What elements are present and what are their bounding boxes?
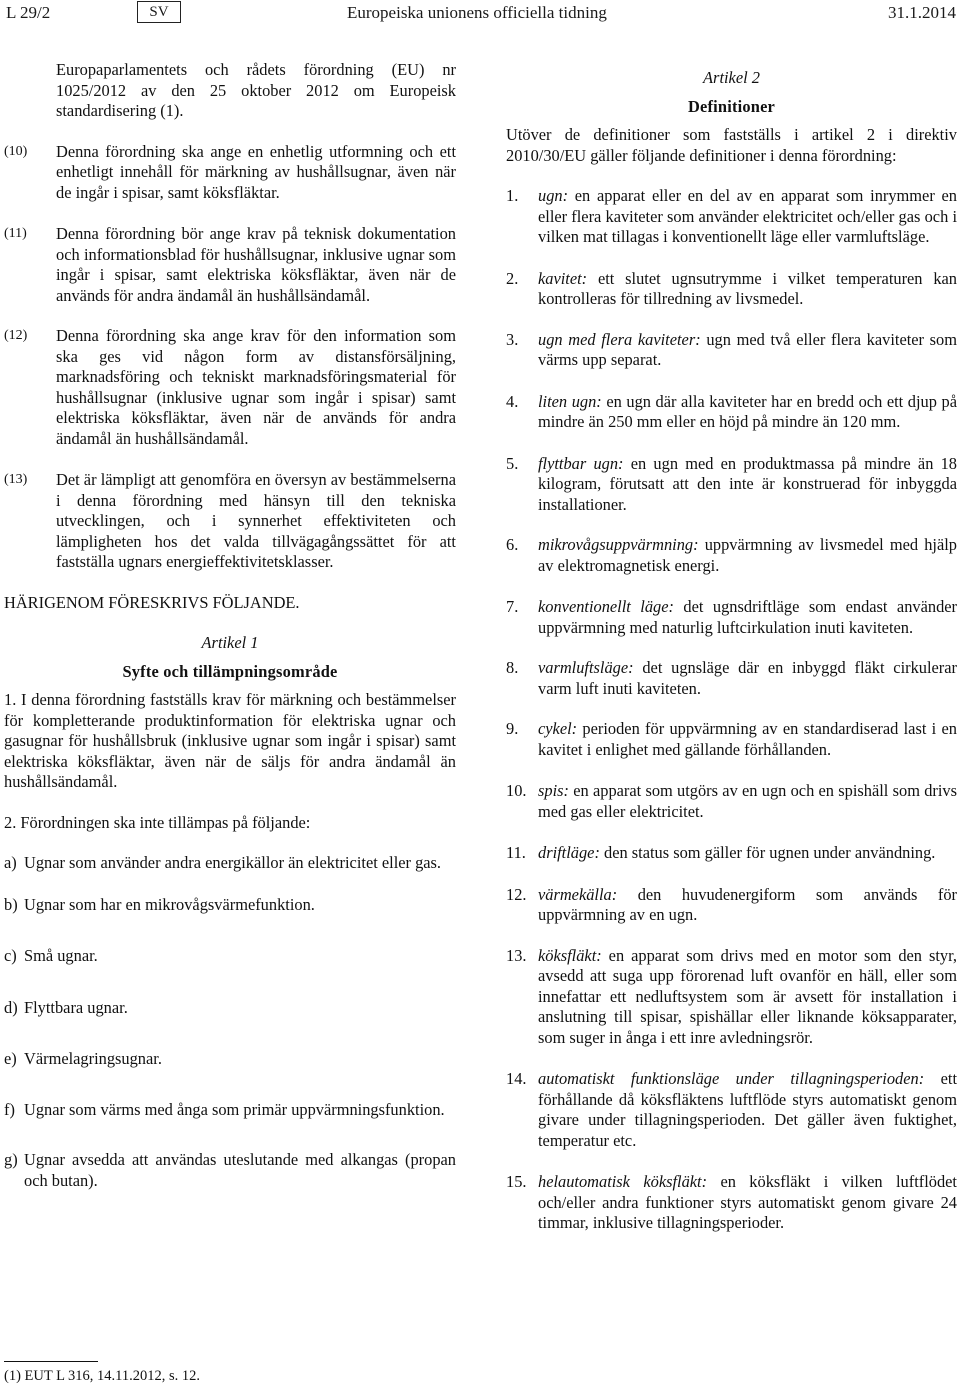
list-text: Värmelagringsugnar. xyxy=(24,1049,162,1068)
right-column xyxy=(506,60,957,1234)
definition-text: en ugn där alla kaviteter har en bredd och ett djup på mindre än 250 mm eller en höjd på mindre än 120 mm. xyxy=(538,391,957,431)
definition-item xyxy=(506,946,957,1049)
definition-text: den huvudenergiform som används för uppvärmning av en ugn. xyxy=(538,884,957,924)
list-text: Flyttbara ugnar. xyxy=(24,997,128,1017)
list-text: Ugnar som har en mikrovågsvärmefunktion. xyxy=(24,894,315,914)
recital-10 xyxy=(4,142,456,204)
recital-continuation: Europaparlamentets och rådets förordning (EU) nr 1025/2012 av den 25 oktober 2012 om Europeisk standardisering (1). xyxy=(56,60,456,120)
recital-11 xyxy=(4,224,456,306)
enacting-formula: HÄRIGENOM FÖRESKRIVS FÖLJANDE. xyxy=(4,592,300,612)
left-column xyxy=(4,60,456,1191)
journal-title: Europeiska unionens officiella tidning xyxy=(347,3,607,22)
recital-text: Det är lämpligt att genomföra en översyn av bestämmelserna i denna förordning med hänsyn till den tekniska utvecklingen, och i synnerhet effektiviteten och lämpligheten hos det valda tillvägagångssättet för att fastställa ugnars energieffektivitetsklasser. xyxy=(56,470,456,571)
definition-number: 2. xyxy=(506,268,519,288)
definition-item xyxy=(506,597,957,638)
recital-number: (12) xyxy=(4,328,28,343)
definition-term: mikrovågsuppvärmning: xyxy=(538,535,699,554)
exclusion-c xyxy=(4,946,456,967)
recital-number: (10) xyxy=(4,143,28,159)
definition-text: det ugnsläge där en inbyggd fläkt cirkulerar varm luft inuti kaviteten. xyxy=(538,658,957,698)
definition-text: en ugn med en produktmassa på mindre än 18 kilogram, förutsatt att den inte är konstruerad för inbyggda installationer. xyxy=(538,453,957,514)
definition-item xyxy=(506,1069,957,1151)
definition-text: perioden för uppvärmning av en standardiserad last i en kavitet i enlighet med gällande förhållanden. xyxy=(538,719,957,759)
recital-number: (13) xyxy=(4,472,28,487)
definition-term: köksfläkt: xyxy=(538,945,602,965)
exclusion-f xyxy=(4,1100,456,1121)
definition-term: ugn med flera kaviteter: xyxy=(538,329,701,349)
definition-item xyxy=(506,392,957,433)
definition-list xyxy=(506,186,957,1234)
definition-term: ugn: xyxy=(538,186,569,205)
definition-text: uppvärmning av livsmedel med hjälp av elektromagnetisk energi. xyxy=(538,535,957,575)
definition-item xyxy=(506,781,957,822)
definition-item xyxy=(506,843,957,864)
recital-text: Denna förordning ska ange en enhetlig utformning och ett enhetligt innehåll för märkning av hushållsugnar, även när de ingår i spisar, samt köksfläktar. xyxy=(56,141,456,202)
definition-number: 4. xyxy=(506,391,519,411)
article-1-paragraph-1: 1. I denna förordning fastställs krav för märkning och bestämmelser för kompletterande produktinformation för elektriska ugnar och gasugnar för hushållsbruk (inklusive ugnar som ingår i spisar) samt elektriska köksfläktar, även när de säljs för andra ändamål än hushållsändamål. xyxy=(4,690,456,791)
definition-number: 11. xyxy=(506,843,526,862)
definition-number: 7. xyxy=(506,597,519,616)
definition-text: en apparat eller en del av en apparat som inrymmer en eller flera kaviteter som använder elektricitet och/eller gas och i vilken mat tillagas i konventionellt läge eller varmluftsläge. xyxy=(538,186,957,246)
definition-item xyxy=(506,1172,957,1234)
definition-item xyxy=(506,454,957,516)
recital-text: Denna förordning ska ange krav för den information som ska ges vid någon form av distansförsäljning, marknadsföring och tekniskt marknadsföringsmaterial för hushållsugnar (inklusive ugnar som ingår i spisar) samt elektriska köksfläktar, även när de används för andra ändamål än hushållsändamål. xyxy=(56,326,456,448)
recital-number: (11) xyxy=(4,226,27,241)
definition-number: 5. xyxy=(506,453,519,473)
footnote: (1) EUT L 316, 14.11.2012, s. 12. xyxy=(4,1368,201,1384)
exclusion-d xyxy=(4,998,456,1019)
list-label: g) xyxy=(4,1150,18,1169)
definition-number: 8. xyxy=(506,658,519,677)
definition-item xyxy=(506,719,957,760)
article-1-paragraph-2: 2. Förordningen ska inte tillämpas på följande: xyxy=(4,812,311,832)
definition-text: en apparat som drivs med en motor som den styr, avsedd att suga upp förorenad luft ovanför en häll, eller som innefattar ett nedluftsystem som är avsett för installation i anslutning till spisar, spishällar eller liknande köksapparater, som suger in ånga i ett inre avledningsrör. xyxy=(538,945,957,1047)
definition-item xyxy=(506,658,957,699)
definition-text: en apparat som utgörs av en ugn och en spishäll som drivs med gas eller elektricitet. xyxy=(538,781,957,821)
definition-term: spis: xyxy=(538,781,569,800)
page-header xyxy=(0,0,960,36)
list-text: Ugnar som använder andra energikällor än elektricitet eller gas. xyxy=(24,853,442,872)
list-label: c) xyxy=(4,946,17,965)
definition-number: 6. xyxy=(506,535,519,554)
definition-text: ett förhållande då köksfläktens luftflöde styrs automatiskt genom givare under tillagningsperioden. Det gäller även fuktighet, temperatur etc. xyxy=(538,1069,957,1150)
definition-number: 9. xyxy=(506,719,519,738)
definition-term: driftläge: xyxy=(538,843,600,862)
article-2-title: Artikel 2 xyxy=(703,68,760,87)
recital-text: Denna förordning bör ange krav på teknisk dokumentation och informationsblad för hushållsugnar, inklusive ugnar som ingår i spisar, samt elektriska köksfläktar, även när de används för andra ändamål än hushållsändamål. xyxy=(56,224,456,305)
list-label: b) xyxy=(4,894,18,914)
list-label: a) xyxy=(4,853,17,872)
definition-text: den status som gäller för ugnen under användning. xyxy=(599,843,936,862)
definition-item xyxy=(506,269,957,310)
page-number: L 29/2 xyxy=(6,3,51,22)
definition-item xyxy=(506,885,957,926)
list-text: Ugnar som värms med ånga som primär uppvärmningsfunktion. xyxy=(24,1099,445,1119)
definition-number: 13. xyxy=(506,945,527,965)
definition-term: varmluftsläge: xyxy=(538,658,634,677)
definition-term: konventionellt läge: xyxy=(538,597,674,616)
definition-term: helautomatisk köksfläkt: xyxy=(538,1172,708,1191)
definition-item xyxy=(506,330,957,371)
article-1-heading: Syfte och tillämpningsområde xyxy=(122,661,338,681)
recital-13 xyxy=(4,470,456,573)
definition-term: värmekälla: xyxy=(538,884,618,904)
article-2-intro: Utöver de definitioner som fastställs i artikel 2 i direktiv 2010/30/EU gäller följande definitioner i denna förordning: xyxy=(506,125,957,165)
list-text: Ugnar avsedda att användas uteslutande med alkangas (propan och butan). xyxy=(24,1150,456,1190)
definition-text: det ugnsdriftläge som endast använder uppvärmning med naturlig luftcirkulation inuti kaviteten. xyxy=(538,597,957,637)
article-1-title: Artikel 1 xyxy=(201,633,259,652)
exclusion-g xyxy=(4,1150,456,1191)
publication-date: 31.1.2014 xyxy=(888,3,956,22)
list-label: e) xyxy=(4,1049,17,1068)
definition-number: 3. xyxy=(506,329,519,349)
definition-item xyxy=(506,535,957,576)
definition-number: 14. xyxy=(506,1069,527,1088)
list-label: d) xyxy=(4,997,18,1017)
definition-number: 10. xyxy=(506,781,527,800)
recital-12 xyxy=(4,326,456,449)
definition-term: automatiskt funktionsläge under tillagningsperioden: xyxy=(538,1069,925,1088)
definition-number: 15. xyxy=(506,1172,527,1191)
exclusion-b xyxy=(4,895,456,916)
definition-number: 1. xyxy=(506,186,519,205)
article-2-heading: Definitioner xyxy=(687,96,776,116)
language-badge: SV xyxy=(137,1,181,23)
definition-term: liten ugn: xyxy=(538,391,602,411)
exclusion-a xyxy=(4,853,456,874)
list-text: Små ugnar. xyxy=(24,946,98,965)
definition-term: kavitet: xyxy=(538,268,588,288)
definition-term: cykel: xyxy=(538,719,578,738)
list-label: f) xyxy=(4,1099,15,1119)
definition-item xyxy=(506,186,957,248)
exclusion-e xyxy=(4,1049,456,1070)
definition-text: en köksfläkt i vilken luftflödet och/eller andra funktioner styrs automatiskt genom givare 24 timmar, inklusive tillagningsperioder. xyxy=(538,1172,957,1232)
definition-text: ett slutet ugnsutrymme i vilket temperaturen kan kontrolleras för tillredning av livsmedel. xyxy=(538,268,957,308)
definition-number: 12. xyxy=(506,884,527,904)
definition-text: ugn med två eller flera kaviteter som värms upp separat. xyxy=(538,329,958,369)
definition-term: flyttbar ugn: xyxy=(538,453,624,473)
footnote-divider xyxy=(4,1361,98,1362)
